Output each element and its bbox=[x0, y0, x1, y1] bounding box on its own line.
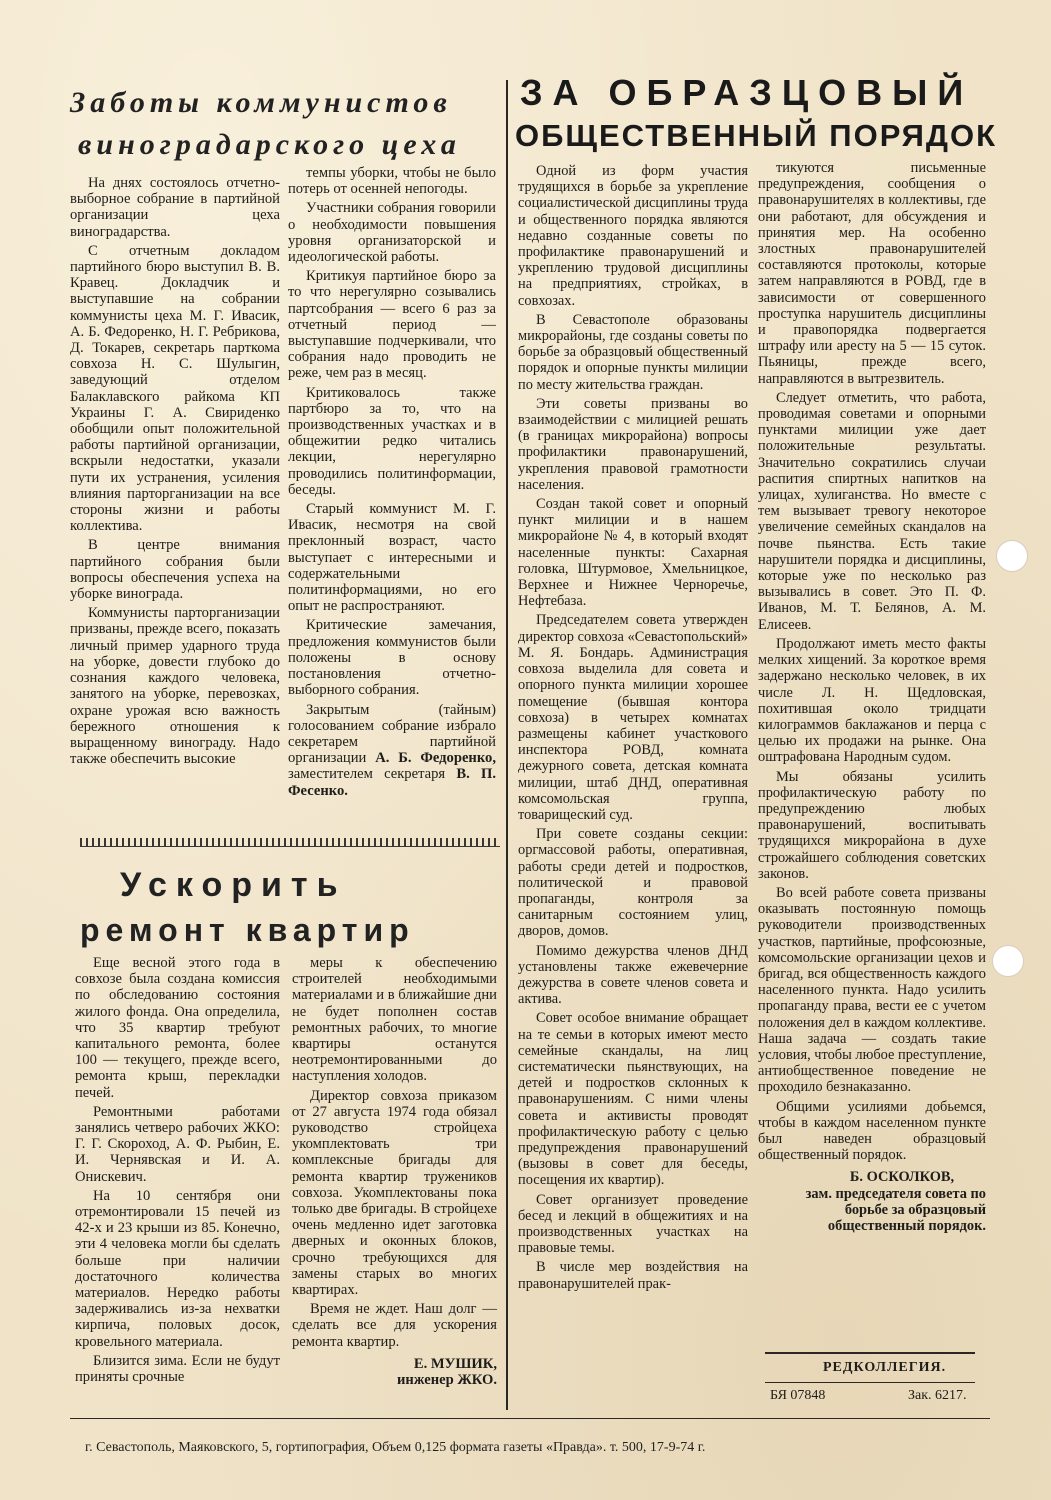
paragraph: На 10 сентября они отремонтировали 15 печей из 42-х и 23 крыши из 85. Конечно, эти 4 человека могли бы сделать больше при наличии достаточного количества материалов. Нередко работы задерживались из-за нехватки кирпича, половых досок, кровельного материала. bbox=[75, 1187, 280, 1350]
article2-author-name: Е. МУШИК, bbox=[413, 1355, 497, 1372]
paragraph: Участники собрания говорили о необходимости повышения уровня организаторской и идеологической работы. bbox=[288, 200, 496, 266]
paragraph: Мы обязаны усилить профилактическую работу по предупреждению любых правонарушений, воспитывать трудящихся микрорайона в духе строжайшего соблюдения советских законов. bbox=[758, 768, 986, 882]
editorial-board: РЕДКОЛЛЕГИЯ. bbox=[823, 1360, 947, 1375]
paragraph: Ремонтными работами занялись четверо рабочих ЖКО: Г. Г. Скороход, А. Ф. Рыбин, Е. И. Чернявская и И. А. Онискевич. bbox=[75, 1103, 280, 1185]
article2-column2 bbox=[292, 955, 497, 1388]
paragraph: В Севастополе образованы микрорайоны, где созданы советы по борьбе за образцовый общественный порядок и опорные пункты милиции по месту жительства граждан. bbox=[518, 311, 748, 393]
paragraph: Следует отметить, что работа, проводимая советами и опорными пунктами милиции уже дает положительные результаты. Значительно сократились случаи распития спиртных напитков на улицах, хулиганства. Но вместе с тем вызывает тревогу некоторое увеличение семейных скандалов на почве пьянства. Есть такие нарушители порядка и дисциплины, которые уже по несколько раз вызывались в совет. Это П. Ф. Иванов, М. Т. Белянов, А. М. Елисеев. bbox=[758, 389, 986, 633]
closing-mid: заместителем секретаря bbox=[288, 766, 446, 783]
paragraph: Председателем совета утвержден директор совхоза «Севастопольский» М. Я. Бондарь. Администрация совхоза выделила для совета и опорного пункта милиции хорошее помещение (бывшая контора совхоза) в четырех комнатах размещены кабинет участкового инспектора РОВД, комната дежурного совета, детская комната милиции, штаб ДНД, оперативная комсомольская группа, товарищеский суд. bbox=[518, 612, 748, 823]
footer-rule bbox=[70, 1418, 990, 1419]
elected-deputy: В. П. Фесенко. bbox=[288, 766, 496, 799]
punch-hole bbox=[992, 945, 1024, 977]
paragraph: Общими усилиями добьемся, чтобы в каждом населенном пункте был наведен образцовый общественный порядок. bbox=[758, 1098, 986, 1164]
paragraph: Эти советы призваны во взаимодействии с милицией решать (в границах микрорайона) вопросы профилактики правонарушений, укрепления правовой грамотности населения. bbox=[518, 395, 748, 493]
article1-column1 bbox=[70, 175, 280, 767]
article2-headline-line2: ремонт квартир bbox=[80, 912, 415, 948]
article3-headline-line2: ОБЩЕСТВЕННЫЙ ПОРЯДОК bbox=[515, 118, 997, 153]
paragraph: С отчетным докладом партийного бюро выступил В. В. Кравец. Докладчик и выступавшие на собрании коммунисты цеха М. Г. Ивасик, А. Б. Федоренко, Н. Г. Ребрикова, Д. Токарев, секретарь парткома совхоза Н. С. Шулыгин, заведующий отделом Балаклавского райкома КП Украины Г. А. Свириденко обобщили опыт положительной работы партийной организации, вскрыли недостатки, указали пути их устранения, усиления влияния парторганизации на все стороны жизни и работы коллектива. bbox=[70, 242, 280, 535]
paragraph: Старый коммунист М. Г. Ивасик, несмотря на свой преклонный возраст, часто выступает с интересными и содержательными политинформациями, но его опыт не распространяют. bbox=[288, 501, 496, 615]
paragraph: В числе мер воздействия на правонарушителей прак- bbox=[518, 1259, 748, 1292]
imprint-footer: г. Севастополь, Маяковского, 5, гортипография, Объем 0,125 формата газеты «Правда». т. 500, 17-9-74 г. bbox=[85, 1440, 706, 1455]
article2-column1 bbox=[75, 955, 280, 1385]
elected-secretary: А. Б. Федоренко, bbox=[375, 750, 496, 767]
paragraph: Коммунисты парторганизации призваны, прежде всего, показать личный пример ударного труда на уборке, довести глубоко до сознания каждого человека, занятого на уборке, перевозках, охране урожая всю важность бережного отношения к выращенному винограду. Надо также обеспечить высокие bbox=[70, 605, 280, 768]
article1-column2 bbox=[288, 165, 496, 799]
paragraph: Критические замечания, предложения коммунистов были положены в основу постановления отчетно-выборного собрания. bbox=[288, 617, 496, 699]
wavy-separator bbox=[80, 838, 500, 847]
article1-headline-line1: Заботы коммунистов bbox=[70, 86, 452, 119]
paragraph: Директор совхоза приказом от 27 августа 1974 года обязал руководство стройцеха укомплектовать три комплексные бригады для ремонта квартир тружеников совхоза. Укомплектованы пока только две бригады. В стройцехе очень медленно идет заготовка дверных и оконных блоков, срочно требующихся для замены старых во многих квартирах. bbox=[292, 1087, 497, 1299]
paragraph: Продолжают иметь место факты мелких хищений. За короткое время задержано несколько человек, в их числе Л. Н. Щедловская, похитившая около тридцати килограммов баклажанов и перца с целью их продажи на рынке. Она оштрафована Народным судом. bbox=[758, 635, 986, 766]
column-divider bbox=[506, 80, 508, 1410]
punch-hole bbox=[996, 540, 1028, 572]
article3-author-name: Б. ОСКОЛКОВ, bbox=[849, 1169, 955, 1186]
paragraph: тикуются письменные предупреждения, сообщения о правонарушителях в коллективы, где они работают, для обсуждения и принятия мер. На особенно злостных правонарушителей составляются протоколы, которые затем направляются в РОВД, где в зависимости от совершенного проступка нарушитель дисциплины и правопорядка подвергается штрафу или аресту на 5 — 15 суток. Пьяницы, прежде всего, направляются в вытрезвитель. bbox=[758, 160, 986, 387]
article3-column2 bbox=[758, 160, 986, 1234]
paragraph: Помимо дежурства членов ДНД установлены также ежевечерние дежурства в совете членов совета и актива. bbox=[518, 942, 748, 1008]
paragraph: Близится зима. Если не будут приняты срочные bbox=[75, 1352, 280, 1386]
paragraph: Время не ждет. Наш долг — сделать все для ускорения ремонта квартир. bbox=[292, 1301, 497, 1350]
article2-author-role: инженер ЖКО. bbox=[397, 1372, 497, 1389]
paragraph-closing bbox=[288, 702, 496, 799]
paragraph: Совет особое внимание обращает на те семьи в которых имеют место семейные скандалы, на лиц систематически пьянствующих, на детей и подростков склонных к правонарушениям. С ними члены совета и активисты проводят профилактическую работу с целью предупреждения правонарушений (вызовы в совет для беседы, посещения их квартир). bbox=[518, 1010, 748, 1189]
paragraph: Совет организует проведение бесед и лекций в общежитиях и на производственных участках на правовые темы. bbox=[518, 1191, 748, 1257]
closing-text: Закрытым (тайным) голосованием собрание избрало секретарем партийной организации bbox=[288, 701, 496, 767]
order-number: Зак. 6217. bbox=[908, 1388, 967, 1403]
box-top-rule bbox=[765, 1352, 975, 1354]
article2-headline-line1: Ускорить bbox=[120, 866, 347, 904]
print-index: БЯ 07848 bbox=[770, 1388, 826, 1403]
article3-headline-line1: ЗА ОБРАЗЦОВЫЙ bbox=[520, 72, 974, 113]
paragraph: Еще весной этого года в совхозе была создана комиссия по обследованию состояния жилого фонда. Она определила, что 35 квартир требуют капитального ремонта, более 100 — текущего, прежде всего, ремонта крыш, перекладки печей. bbox=[75, 955, 280, 1101]
paragraph: Критикуя партийное бюро за то что нерегулярно созывались партсобрания — всего 6 раз за отчетный период — выступавшие подчеркивали, что собрания надо проводить не реже, чем раз в месяц. bbox=[288, 268, 496, 382]
paragraph: темпы уборки, чтобы не было потерь от осенней непогоды. bbox=[288, 165, 496, 198]
article3-author-role: зам. председателя совета по борьбе за образцовый общественный порядок. bbox=[805, 1185, 986, 1234]
paragraph: Критиковалось также партбюро за то, что на производственных участках и в общежитии редко читались лекции, нерегулярно проводились политинформации, беседы. bbox=[288, 384, 496, 498]
paragraph: Во всей работе совета призваны оказывать постоянную помощь руководители производственных участков, партийные, профсоюзные, комсомольские организации цехов и бригад, вся общественность каждого населенного пункта. Надо усилить пропаганду права, вести ее с учетом положения дел в каждом коллективе. Наша задача — создать такие условия, чтобы любое преступление, антиобщественное поведение не проходило безнаказанно. bbox=[758, 884, 986, 1096]
box-mid-rule bbox=[765, 1382, 975, 1383]
paragraph: На днях состоялось отчетно-выборное собрание в партийной организации цеха виноградарства. bbox=[70, 175, 280, 240]
paragraph: меры к обеспечению строителей необходимыми материалами и в ближайшие дни не будет пополнен состав ремонтных рабочих, то многие квартиры останутся неотремонтированными до наступления холодов. bbox=[292, 955, 497, 1085]
paragraph: Одной из форм участия трудящихся в борьбе за укрепление социалистической дисциплины труда и общественного порядка являются недавно созданные советы по профилактике правонарушений и укреплению трудовой дисциплины на предприятиях, стройках, в совхозах. bbox=[518, 163, 748, 309]
article1-headline-line2: виноградарского цеха bbox=[78, 128, 461, 161]
paragraph: При совете созданы секции: оргмассовой работы, оперативная, работы среди детей и подростков, политической и правовой пропаганды, контроля за санитарным состоянием улиц, дворов, домов. bbox=[518, 826, 748, 940]
article3-column1 bbox=[518, 163, 748, 1292]
paragraph: Создан такой совет и опорный пункт милиции и в нашем микрорайоне № 4, в который входят населенные пункты: Сахарная головка, Штурмовое, Хмельницкое, Верхнее и Нижнее Черноречье, Нефтебаза. bbox=[518, 496, 748, 610]
paragraph: В центре внимания партийного собрания были вопросы обеспечения успеха на уборке винограда. bbox=[70, 537, 280, 603]
